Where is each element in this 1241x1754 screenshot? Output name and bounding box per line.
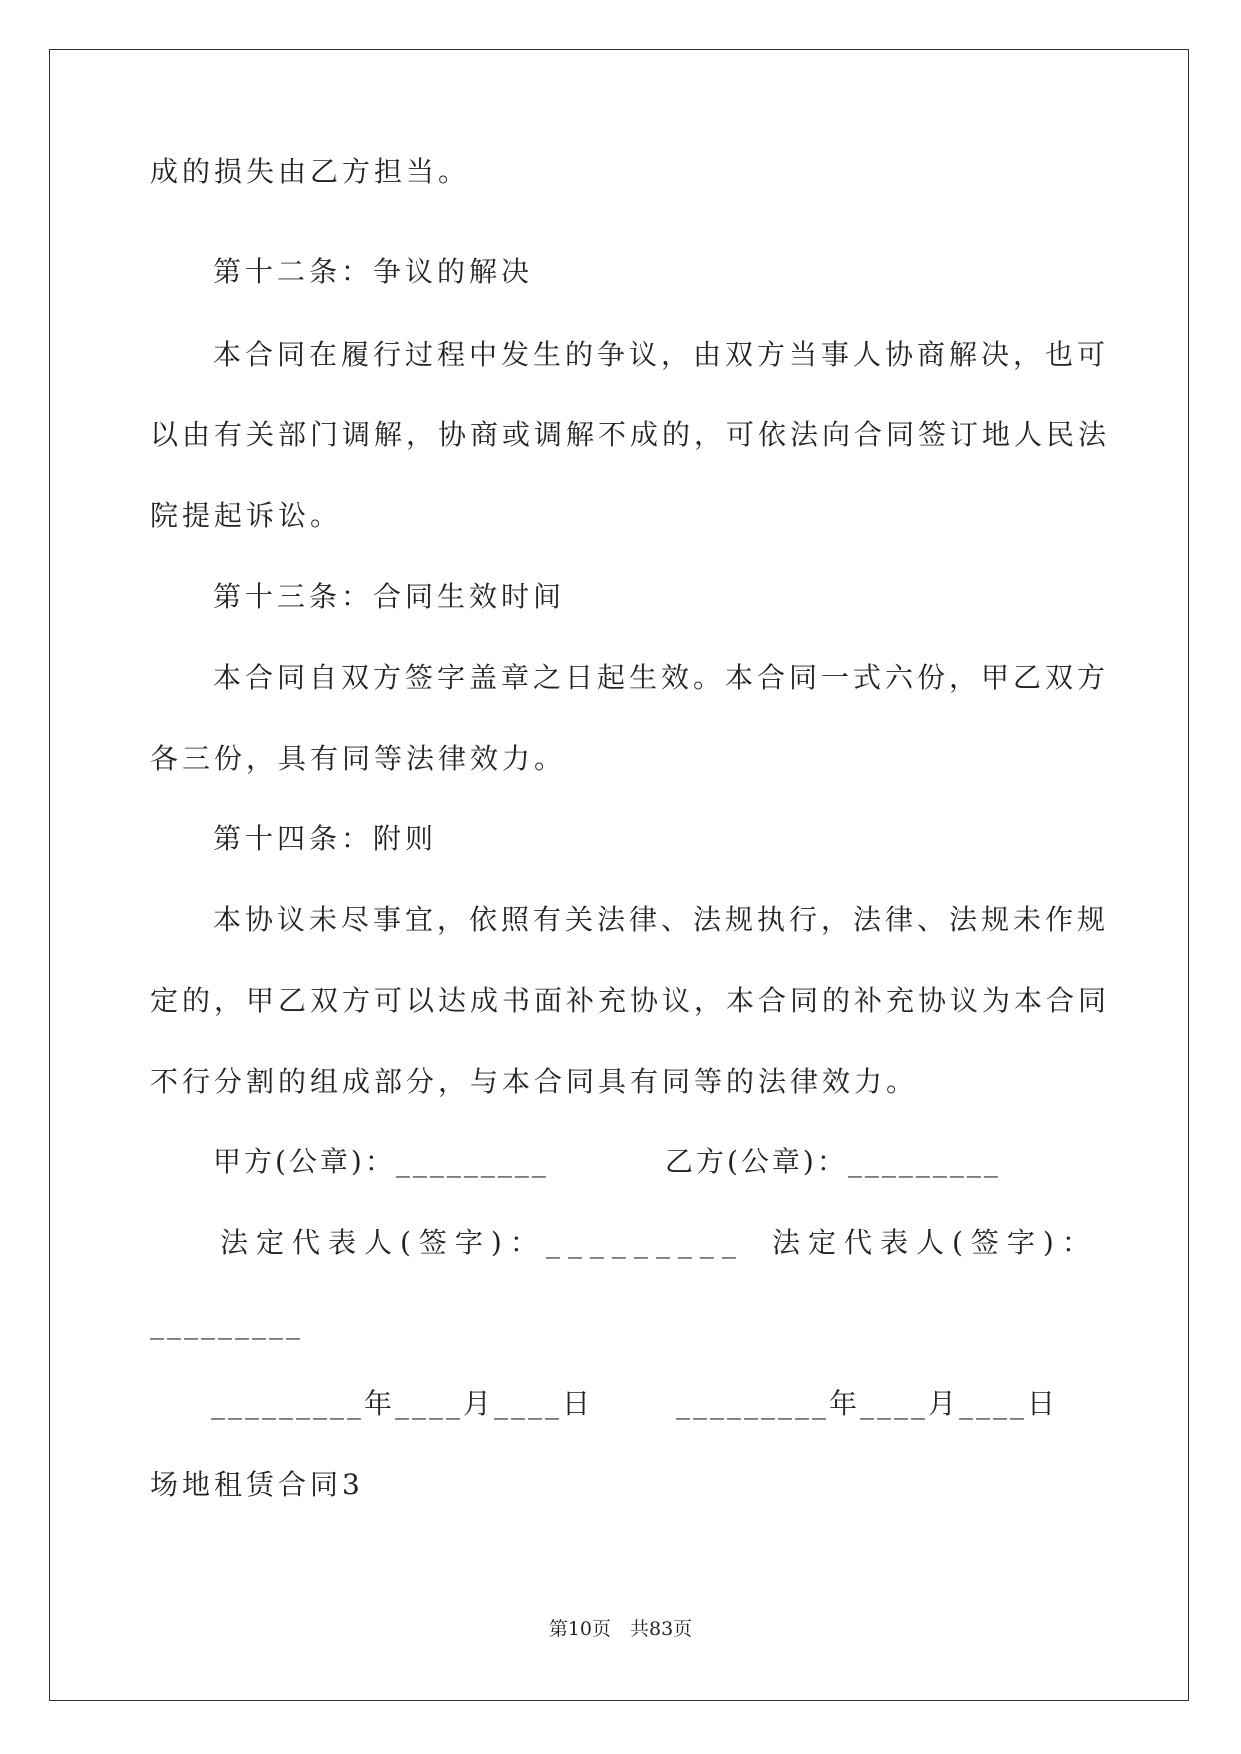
text-line: 以由有关部门调解，协商或调解不成的，可依法向合同签订地人民法 xyxy=(150,418,1111,451)
text-line: 本合同在履行过程中发生的争议，由双方当事人协商解决，也可 xyxy=(213,338,1110,371)
party-a-date-line: _________年____月____日 xyxy=(211,1387,594,1420)
party-b-date-line: _________年____月____日 xyxy=(676,1387,1059,1420)
text-line: 成的损失由乙方担当。 xyxy=(150,155,471,188)
party-a-seal-line: 甲方(公章)：_________ xyxy=(213,1145,549,1178)
party-b-representative-blank: _________ xyxy=(150,1307,303,1340)
text-line: 不行分割的组成部分，与本合同具有同等的法律效力。 xyxy=(150,1065,919,1098)
text-line: 本合同自双方签字盖章之日起生效。本合同一式六份，甲乙双方 xyxy=(213,661,1110,694)
page-number-footer xyxy=(0,1617,1241,1641)
text-line: 各三份，具有同等法律效力。 xyxy=(150,742,567,775)
party-b-seal-line: 乙方(公章)：_________ xyxy=(665,1145,1001,1178)
article-heading: 第十四条：附则 xyxy=(213,822,438,855)
party-a-representative-line: 法定代表人(签字)：_________ xyxy=(220,1226,744,1259)
text-line: 本协议未尽事宜，依照有关法律、法规执行，法律、法规未作规 xyxy=(213,903,1110,936)
party-b-representative-line: 法定代表人(签字)： xyxy=(772,1226,1098,1259)
text-line: 院提起诉讼。 xyxy=(150,499,343,532)
page-number-label: 第10页 共83页 xyxy=(548,1618,693,1640)
article-heading: 第十二条：争议的解决 xyxy=(213,255,534,288)
next-contract-title: 场地租赁合同3 xyxy=(150,1468,364,1501)
article-heading: 第十三条：合同生效时间 xyxy=(213,580,566,613)
text-line: 定的，甲乙双方可以达成书面补充协议，本合同的补充协议为本合同 xyxy=(150,984,1111,1017)
page-border xyxy=(49,49,1189,1701)
